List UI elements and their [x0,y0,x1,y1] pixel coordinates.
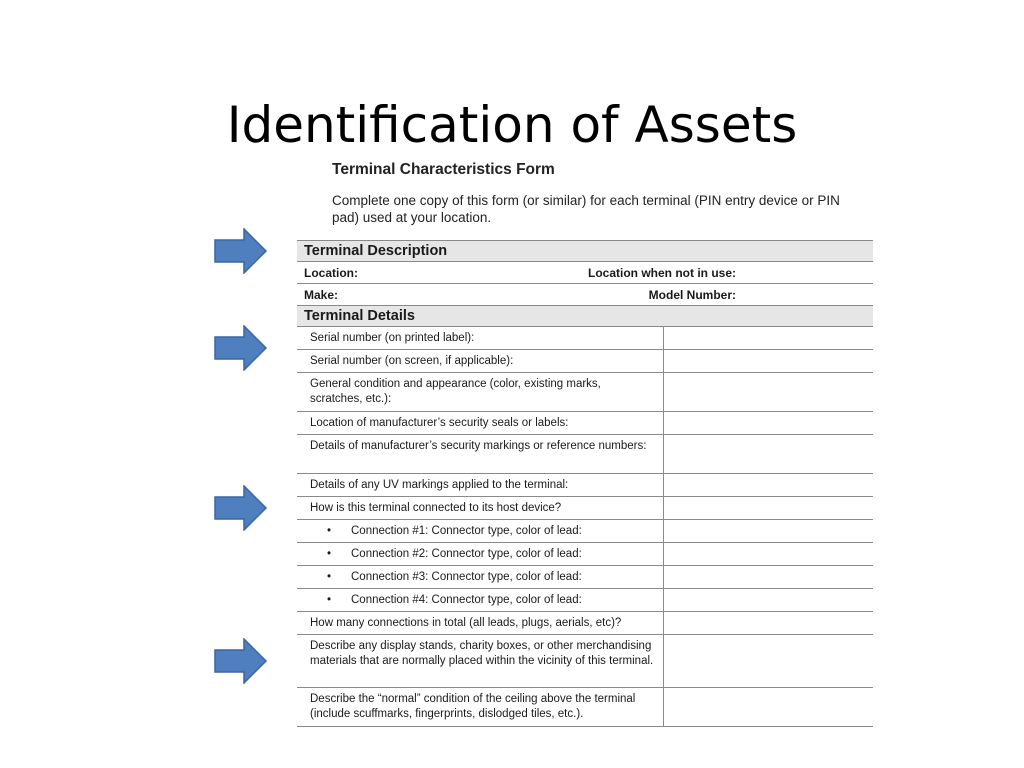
table-row [297,566,873,589]
slide-title: Identification of Assets [226,95,798,154]
row-label [297,566,664,588]
row-label [297,635,664,687]
row-label [297,474,664,496]
value-cell[interactable] [664,497,873,519]
row-label [297,497,664,519]
value-cell[interactable] [664,688,873,726]
field-label: Make: [304,288,339,302]
row-label [297,520,664,542]
row-label [297,350,664,372]
right-arrow-icon [214,485,268,531]
row-label-text: Serial number (on printed label): [310,332,475,344]
right-arrow-icon [214,228,268,274]
table-row [297,373,873,412]
row-label-text: Describe any display stands, charity boxes, or other merchandising materials that are normally placed within the vicinity of this terminal. [310,640,654,667]
description-row [297,262,873,284]
table-row [297,412,873,435]
row-label [297,589,664,611]
bullet: • [327,548,332,560]
row-label-text: How many connections in total (all leads, plugs, aerials, etc)? [310,617,622,629]
row-label [297,412,664,434]
table-row [297,435,873,474]
row-label-text: How is this terminal connected to its host device? [310,502,562,514]
value-cell[interactable] [664,435,873,473]
terminal-characteristics-form [297,240,873,727]
form-intro: Complete one copy of this form (or similar) for each terminal (PIN entry device or PIN pad) used at your location. [332,193,840,225]
bullet: • [327,571,332,583]
row-label-text: Location of manufacturer’s security seals or labels: [310,417,569,429]
description-row [297,284,873,306]
value-cell[interactable] [664,412,873,434]
row-label-text: Details of manufacturer’s security markings or reference numbers: [310,440,647,452]
table-row [297,612,873,635]
row-label [297,612,664,634]
table-row [297,327,873,350]
table-row [297,497,873,520]
bullet: • [327,594,332,606]
right-arrow-icon [214,325,268,371]
value-cell[interactable] [664,373,873,411]
row-label [297,688,664,726]
table-row [297,543,873,566]
value-cell[interactable] [664,566,873,588]
value-cell[interactable] [664,350,873,372]
row-label-text: General condition and appearance (color, existing marks, scratches, etc.): [310,378,601,405]
value-cell[interactable] [664,327,873,349]
row-label-text: Details of any UV markings applied to the terminal: [310,479,569,491]
row-label-text: Connection #2: Connector type, color of lead: [351,548,582,560]
table-row [297,688,873,727]
section-terminal-details: Terminal Details [297,306,873,327]
details-table [297,327,873,727]
form-heading: Terminal Characteristics Form [332,161,555,178]
table-row [297,520,873,543]
row-label [297,327,664,349]
row-label-text: Serial number (on screen, if applicable): [310,355,514,367]
value-cell[interactable] [664,589,873,611]
row-label [297,435,664,473]
row-label-text: Connection #4: Connector type, color of lead: [351,594,582,606]
field-label: Location: [304,266,358,280]
row-label [297,373,664,411]
value-cell[interactable] [664,612,873,634]
table-row [297,350,873,373]
row-label-text: Describe the “normal” condition of the ceiling above the terminal (include scuffmarks, fingerprints, dislodged tiles, etc.). [310,693,636,720]
value-cell[interactable] [664,635,873,687]
row-label-text: Connection #3: Connector type, color of lead: [351,571,582,583]
value-cell[interactable] [664,520,873,542]
row-label [297,543,664,565]
table-row [297,474,873,497]
right-arrow-icon [214,638,268,684]
row-label-text: Connection #1: Connector type, color of lead: [351,525,582,537]
section-terminal-description: Terminal Description [297,240,873,262]
table-row [297,635,873,688]
field-label: Location when not in use: [588,266,736,280]
bullet: • [327,525,332,537]
table-row [297,589,873,612]
value-cell[interactable] [664,543,873,565]
field-label: Model Number: [648,288,736,302]
value-cell[interactable] [664,474,873,496]
